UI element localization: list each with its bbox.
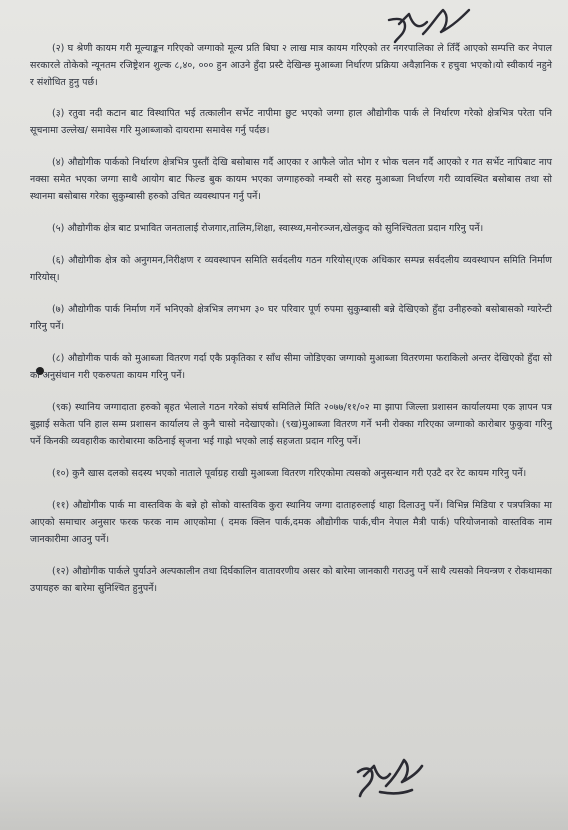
- paragraph-9: (९क) स्थानिय जग्गादाता हरुको बृहत भेलाले गठन गरेको संघर्ष समितिले मिति २०७७/११/०२ मा झापा जिल्ला प्रशासन कार्यालयमा एक ज्ञापन पत्र बुझाई सकेता पनि हाल सम्म प्रशासन कार्यालय ले कुनै चासो नदेखाएको। (९ख)मुआब्जा वितरण गर्ने भनी रोक्का गरिएका जग्गाको कारोबार फुकुवा गरिनु पर्ने किनकी व्यवहारीक कारोबारमा कठिनाई सृजना भई गाह्रो भएको लाई सहजता प्रदान गरिनु पर्ने।: [30, 402, 552, 447]
- paragraph-12: (१२) औद्योगीक पार्कले पुर्याउने अल्पकालीन तथा दिर्घकालिन वातावरणीय असर को बारेमा जानकारी गराउनु पर्ने साथै त्यसको नियन्त्रण र रोकथामका उपायहरु का बारेमा सुनिश्चित हुनुपर्ने।: [30, 566, 552, 594]
- document-body: [30, 40, 552, 612]
- paragraph-5: (५) औद्योगीक क्षेत्र बाट प्रभावित जनतालाई रोजगार,तालिम,शिक्षा, स्वास्थ्य,मनोरञ्जन,खेलकुद को सुनिश्चितता प्रदान गरिनु पर्ने।: [52, 223, 484, 234]
- paragraph-3: (३) रतुवा नदी कटान बाट विस्थापित भई तत्कालीन सर्भेट नापीमा छुट भएको जग्गा हाल औद्योगीक पार्क ले निर्धारण गरेको क्षेत्रभित्र परेता पनि सूचनामा उल्लेख/ समावेस गरि मुआब्जाको दायरामा समावेस गर्नु पर्दछ।: [30, 108, 552, 136]
- paragraph-2: (२) घ श्रेणी कायम गरी मूल्याङ्कन गरिएको जग्गाको मूल्य प्रति बिघा २ लाख मात्र कायम गरिएको तर नगरपालिका ले तिँर्दै आएको सम्पत्ति कर नेपाल सरकारले तोकेको न्यूनतम रजिष्ट्रेशन शुल्क ८,४०, ००० हुन आउने हुँदा प्रस्टै देखिन्छ मुआब्जा निर्धारण प्रक्रिया अवैज्ञानिक र हचुवा भएको।यो स्वीकार्य नहुने र संशोधित हुनु पर्छ।: [30, 43, 552, 88]
- paragraph-11: (११) औद्योगीक पार्क मा वास्तविक के बन्ने हो सोको वास्तविक कुरा स्थानिय जग्गा दाताहरुलाई थाहा दिलाउनु पर्ने। विभिन्न मिडिया र पत्रपत्रिका मा आएको समाचार अनुसार फरक फरक नाम आएकोमा ( दमक क्लिन पार्क,दमक औद्योगीक पार्क,चीन नेपाल मैत्री पार्क) परियोजनाको वास्तविक नाम जानकारीमा आउनु पर्ने।: [30, 500, 552, 545]
- paragraph-6: (६) औद्योगीक क्षेत्र को अनुगमन,निरीक्षण र व्यवस्थापन समिति सर्वदलीय गठन गरियोस्।एक अधिकार सम्पन्न सर्वदलीय व्यवस्थापन समिति निर्माण गरियोस्।: [30, 255, 552, 283]
- paragraph-4: (४) औद्योगीक पार्कको निर्धारण क्षेत्रभित्र पुस्तौं देखि बसोबास गर्दै आएका र आफैले जोत भोग र भोक चलन गर्दै आएको र गत सर्भेट नापिबाट नाप नक्सा समेत भएका जग्गा साथै आयोग बाट फिल्ड बुक कायम भएका जग्गाहरुको नम्बरी सो सरह मुआब्जा निर्धारण गरी व्यावस्थित बसोबास तथा सो स्थानमा बसोबास गरेका सुकुम्बासी हरुको उचित व्यवस्थापन गर्नु पर्ने।: [30, 157, 552, 202]
- signature-top: [383, 4, 473, 44]
- paragraph-7: (७) औद्योगीक पार्क निर्माण गर्ने भनिएको क्षेत्रभित्र लगभग ३० घर परिवार पूर्ण रुपमा सुकुम्बासी बन्ने देखिएको हुँदा उनीहरुको बसोबासको ग्यारेन्टी गरिनु पर्ने।: [30, 304, 552, 332]
- paragraph-8: (८) औद्योगीक पार्क को मुआब्जा वितरण गर्दा एकै प्रकृतिका र साँध सीमा जोडिएका जग्गाको मुआब्जा वितरणमा फराकिलो अन्तर देखिएको हुँदा सो को अनुसंधान गरी एकरुपता कायम गरिनु पर्ने।: [30, 353, 552, 381]
- paper-shadow: [0, 770, 568, 830]
- paragraph-10: (१०) कुनै खास दलको सदस्य भएको नाताले पूर्वाग्रह राखी मुआब्जा वितरण गरिएकोमा त्यसको अनुसन्धान गरी एउटै दर रेट कायम गरिनु पर्ने।: [52, 468, 527, 479]
